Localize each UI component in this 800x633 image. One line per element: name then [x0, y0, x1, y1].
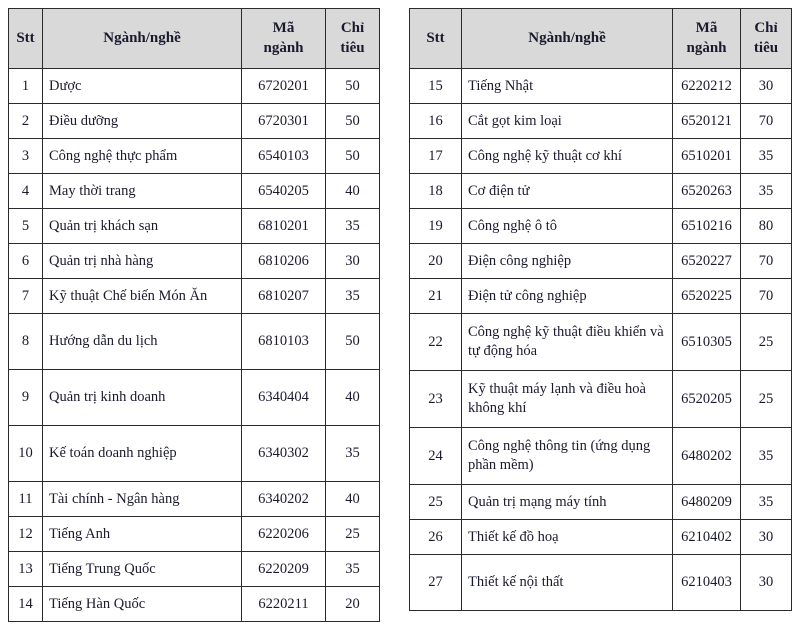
cell-program-code: 6720301 [242, 104, 326, 139]
cell-stt: 5 [9, 209, 43, 244]
column-header-code [242, 9, 326, 69]
column-header-quota-line2: tiêu [753, 39, 779, 56]
cell-stt: 18 [410, 174, 462, 209]
cell-program-name: Thiết kế nội thất [462, 555, 673, 611]
column-header-code-line1: Mã [695, 20, 718, 37]
admissions-table-left-container [8, 8, 379, 622]
cell-stt: 9 [9, 370, 43, 426]
cell-quota: 80 [741, 209, 792, 244]
cell-program-name: Công nghệ ô tô [462, 209, 673, 244]
table-header-right [410, 9, 792, 69]
cell-program-name: Tiếng Trung Quốc [43, 552, 242, 587]
table-row [410, 314, 792, 371]
cell-program-name: Tài chính - Ngân hàng [43, 482, 242, 517]
cell-stt: 6 [9, 244, 43, 279]
cell-stt: 26 [410, 520, 462, 555]
cell-quota: 35 [326, 552, 380, 587]
cell-quota: 50 [326, 104, 380, 139]
cell-stt: 10 [9, 426, 43, 482]
cell-program-name: Kế toán doanh nghiệp [43, 426, 242, 482]
cell-program-code: 6210403 [673, 555, 741, 611]
cell-stt: 24 [410, 428, 462, 485]
table-row [9, 314, 380, 370]
cell-program-code: 6520263 [673, 174, 741, 209]
cell-program-code: 6510216 [673, 209, 741, 244]
cell-stt: 25 [410, 485, 462, 520]
cell-program-name: Tiếng Hàn Quốc [43, 587, 242, 622]
cell-quota: 50 [326, 139, 380, 174]
cell-stt: 15 [410, 69, 462, 104]
column-header-stt: Stt [410, 9, 462, 69]
cell-program-name: Công nghệ kỹ thuật cơ khí [462, 139, 673, 174]
cell-quota: 70 [741, 104, 792, 139]
cell-stt: 4 [9, 174, 43, 209]
cell-program-name: Quản trị nhà hàng [43, 244, 242, 279]
table-header-left [9, 9, 380, 69]
cell-quota: 35 [741, 485, 792, 520]
table-row [9, 209, 380, 244]
cell-program-code: 6480209 [673, 485, 741, 520]
cell-quota: 70 [741, 279, 792, 314]
cell-quota: 25 [326, 517, 380, 552]
cell-quota: 40 [326, 174, 380, 209]
cell-quota: 25 [741, 314, 792, 371]
admissions-table-right-container [409, 8, 791, 611]
cell-program-code: 6520227 [673, 244, 741, 279]
cell-program-code: 6220212 [673, 69, 741, 104]
cell-program-name: Điện công nghiệp [462, 244, 673, 279]
cell-program-name: Điều dưỡng [43, 104, 242, 139]
cell-program-code: 6720201 [242, 69, 326, 104]
cell-program-code: 6340404 [242, 370, 326, 426]
table-row [9, 482, 380, 517]
cell-program-code: 6480202 [673, 428, 741, 485]
cell-program-name: Kỹ thuật Chế biến Món Ăn [43, 279, 242, 314]
table-row [9, 587, 380, 622]
cell-program-code: 6810206 [242, 244, 326, 279]
cell-program-name: Cơ điện tử [462, 174, 673, 209]
column-header-name: Ngành/nghề [43, 9, 242, 69]
cell-quota: 50 [326, 314, 380, 370]
cell-stt: 20 [410, 244, 462, 279]
cell-quota: 30 [741, 520, 792, 555]
cell-program-name: Thiết kế đồ hoạ [462, 520, 673, 555]
cell-quota: 35 [741, 428, 792, 485]
column-header-quota [326, 9, 380, 69]
table-row [9, 370, 380, 426]
cell-stt: 16 [410, 104, 462, 139]
cell-program-name: Quản trị khách sạn [43, 209, 242, 244]
cell-quota: 40 [326, 370, 380, 426]
cell-program-name: Tiếng Nhật [462, 69, 673, 104]
cell-program-name: Kỹ thuật máy lạnh và điều hoà không khí [462, 371, 673, 428]
cell-stt: 13 [9, 552, 43, 587]
cell-quota: 35 [326, 279, 380, 314]
cell-program-name: Công nghệ thông tin (ứng dụng phần mềm) [462, 428, 673, 485]
cell-stt: 7 [9, 279, 43, 314]
table-row [410, 555, 792, 611]
column-header-quota-line2: tiêu [340, 39, 365, 56]
column-header-quota-line1: Chỉ [754, 20, 778, 37]
column-header-stt: Stt [9, 9, 43, 69]
cell-quota: 50 [326, 69, 380, 104]
cell-quota: 70 [741, 244, 792, 279]
cell-program-name: May thời trang [43, 174, 242, 209]
table-row [410, 279, 792, 314]
table-row [410, 244, 792, 279]
cell-program-name: Công nghệ thực phẩm [43, 139, 242, 174]
header-row [9, 9, 380, 69]
table-row [410, 371, 792, 428]
table-row [410, 428, 792, 485]
cell-program-name: Công nghệ kỹ thuật điều khiển và tự động hóa [462, 314, 673, 371]
cell-program-code: 6810201 [242, 209, 326, 244]
cell-program-name: Quản trị kinh doanh [43, 370, 242, 426]
cell-stt: 17 [410, 139, 462, 174]
table-row [410, 485, 792, 520]
cell-program-name: Cắt gọt kim loại [462, 104, 673, 139]
cell-stt: 21 [410, 279, 462, 314]
column-header-code-line2: ngành [686, 39, 727, 56]
cell-program-name: Quản trị mạng máy tính [462, 485, 673, 520]
table-row [410, 520, 792, 555]
table-row [9, 69, 380, 104]
table-row [410, 104, 792, 139]
cell-program-code: 6540103 [242, 139, 326, 174]
cell-program-code: 6520225 [673, 279, 741, 314]
table-row [9, 104, 380, 139]
cell-program-code: 6810207 [242, 279, 326, 314]
cell-quota: 20 [326, 587, 380, 622]
table-row [9, 244, 380, 279]
table-row [410, 139, 792, 174]
cell-stt: 3 [9, 139, 43, 174]
table-row [410, 69, 792, 104]
admissions-table-right [409, 8, 792, 611]
cell-program-code: 6510201 [673, 139, 741, 174]
cell-program-code: 6220211 [242, 587, 326, 622]
cell-stt: 22 [410, 314, 462, 371]
cell-quota: 25 [741, 371, 792, 428]
cell-quota: 35 [326, 426, 380, 482]
cell-stt: 8 [9, 314, 43, 370]
cell-program-name: Hướng dẫn du lịch [43, 314, 242, 370]
cell-quota: 35 [741, 174, 792, 209]
table-row [410, 209, 792, 244]
table-row [410, 174, 792, 209]
table-row [9, 517, 380, 552]
cell-program-code: 6520121 [673, 104, 741, 139]
cell-quota: 30 [741, 69, 792, 104]
column-header-code-line1: Mã [272, 20, 295, 37]
cell-quota: 40 [326, 482, 380, 517]
column-header-name: Ngành/nghề [462, 9, 673, 69]
cell-stt: 11 [9, 482, 43, 517]
cell-program-code: 6540205 [242, 174, 326, 209]
cell-program-code: 6340302 [242, 426, 326, 482]
cell-stt: 2 [9, 104, 43, 139]
table-row [9, 552, 380, 587]
cell-stt: 19 [410, 209, 462, 244]
table-row [9, 426, 380, 482]
header-row [410, 9, 792, 69]
cell-program-code: 6220209 [242, 552, 326, 587]
cell-quota: 30 [326, 244, 380, 279]
cell-stt: 12 [9, 517, 43, 552]
cell-program-name: Dược [43, 69, 242, 104]
table-body-left [9, 69, 380, 622]
cell-program-code: 6810103 [242, 314, 326, 370]
column-header-quota [741, 9, 792, 69]
cell-program-code: 6220206 [242, 517, 326, 552]
cell-program-code: 6510305 [673, 314, 741, 371]
column-header-code [673, 9, 741, 69]
cell-quota: 30 [741, 555, 792, 611]
cell-stt: 1 [9, 69, 43, 104]
table-row [9, 139, 380, 174]
cell-quota: 35 [326, 209, 380, 244]
admissions-table-left [8, 8, 380, 622]
column-header-code-line2: ngành [263, 39, 304, 56]
cell-program-name: Điện tử công nghiệp [462, 279, 673, 314]
cell-program-code: 6210402 [673, 520, 741, 555]
cell-program-code: 6520205 [673, 371, 741, 428]
cell-quota: 35 [741, 139, 792, 174]
cell-stt: 23 [410, 371, 462, 428]
column-header-quota-line1: Chỉ [340, 20, 365, 37]
cell-stt: 14 [9, 587, 43, 622]
table-row [9, 279, 380, 314]
cell-program-code: 6340202 [242, 482, 326, 517]
table-row [9, 174, 380, 209]
table-body-right [410, 69, 792, 611]
cell-program-name: Tiếng Anh [43, 517, 242, 552]
cell-stt: 27 [410, 555, 462, 611]
